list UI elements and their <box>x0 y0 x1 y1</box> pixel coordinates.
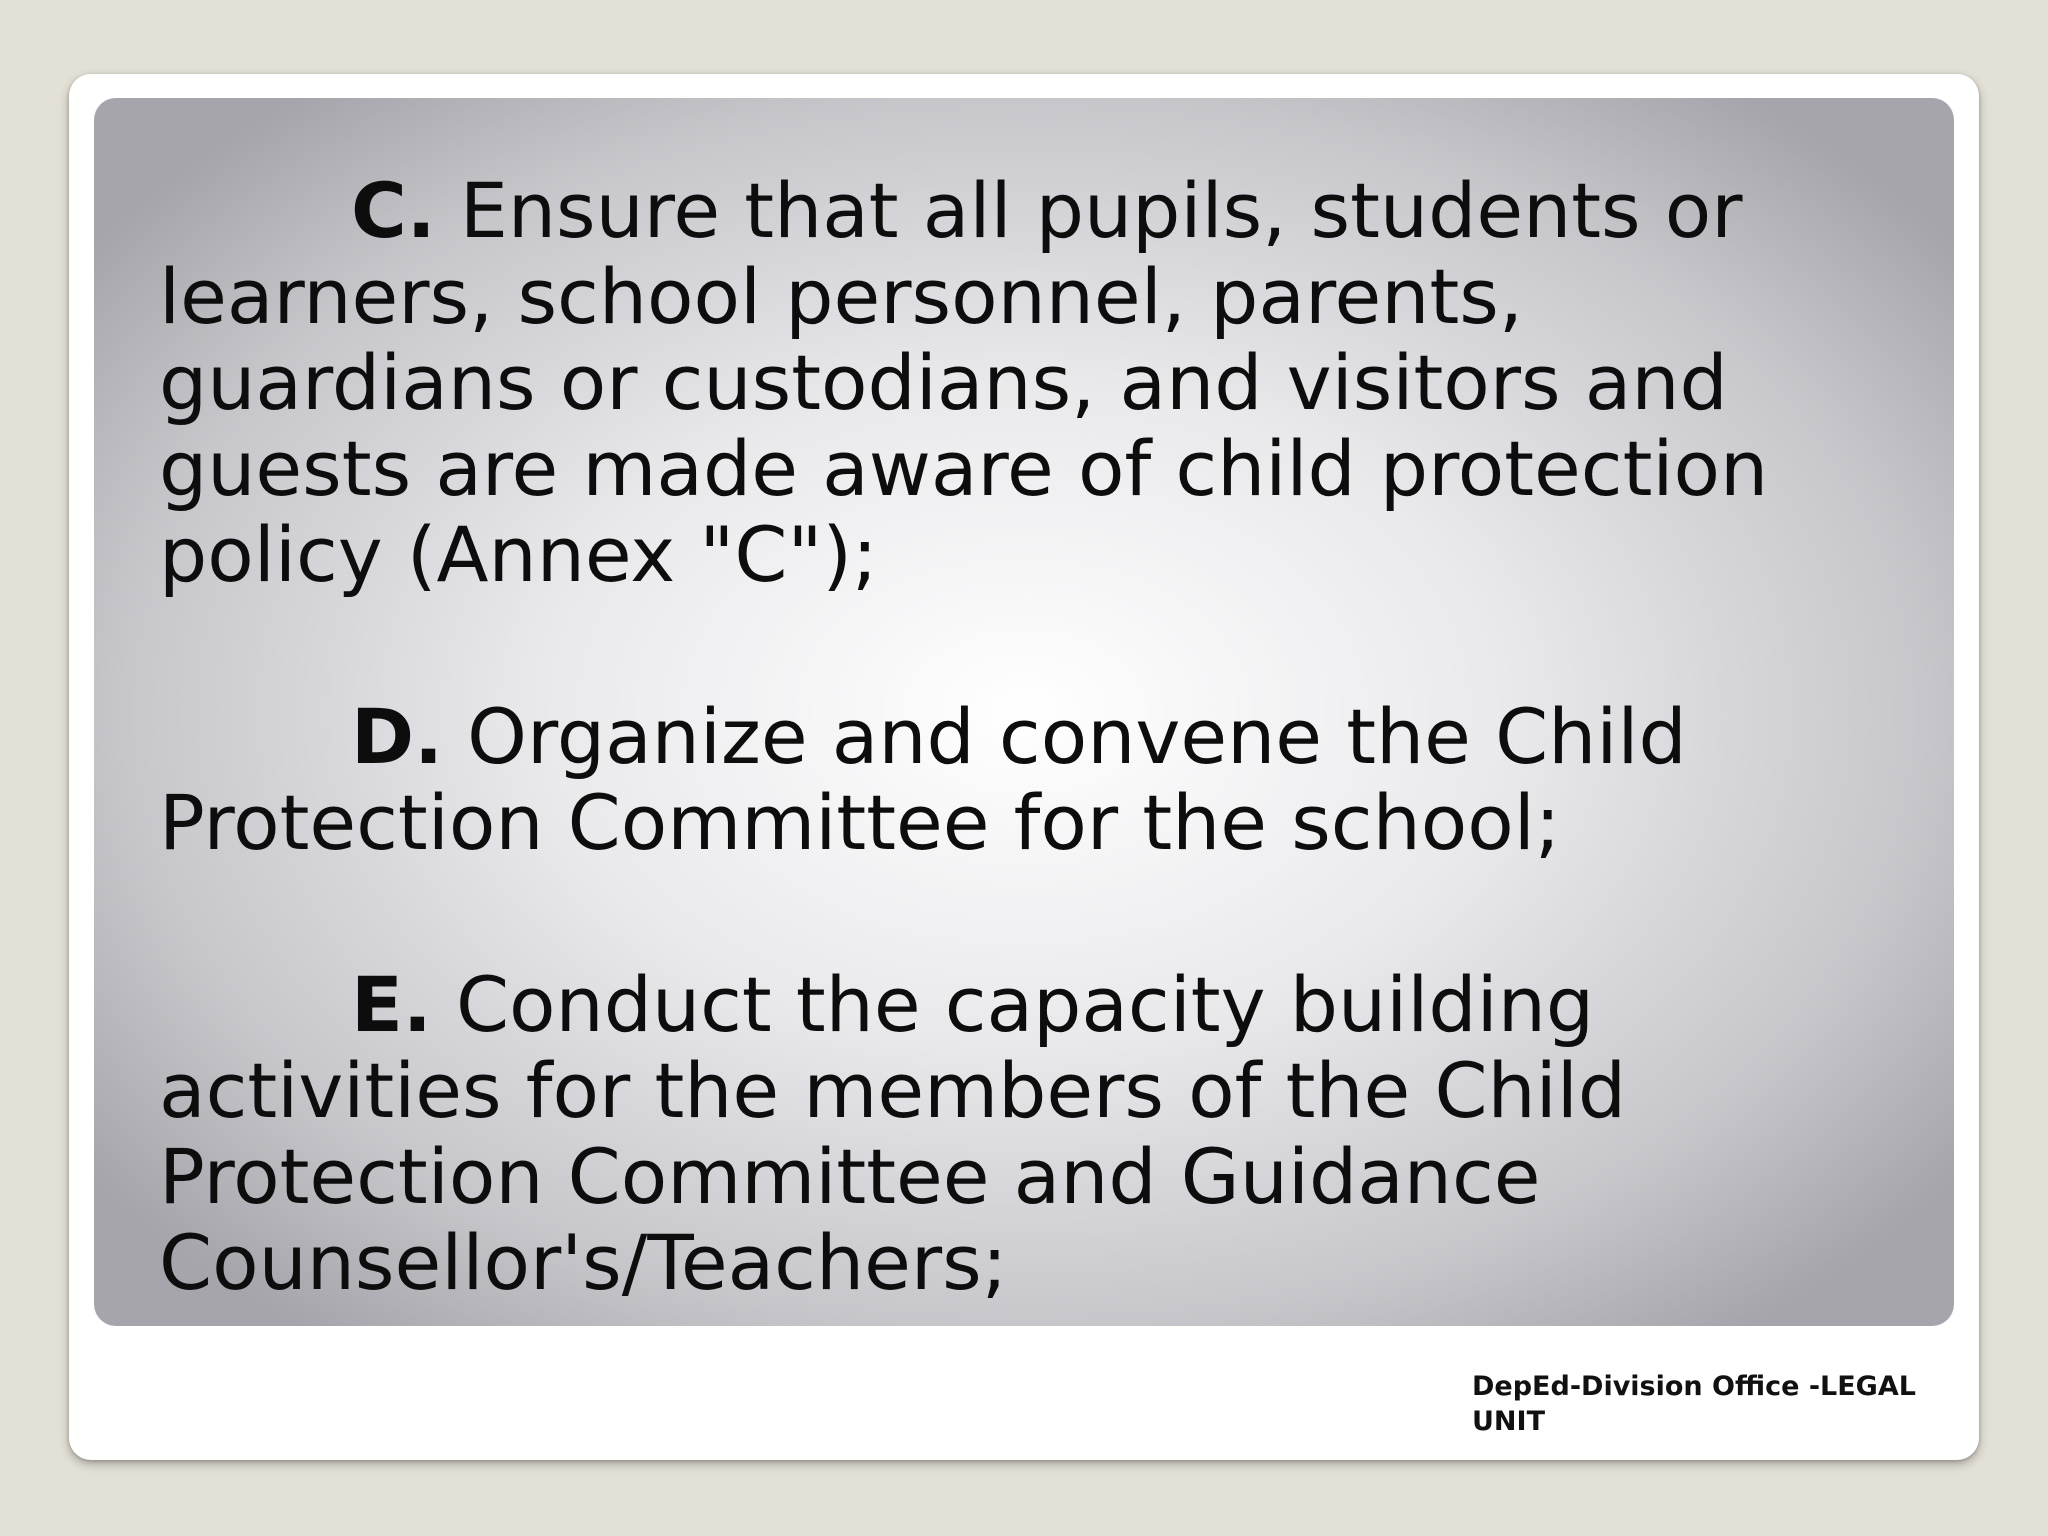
slide-body <box>159 168 1889 1306</box>
paragraph-d <box>159 694 1889 866</box>
paragraph-c-text: Ensure that all pupils, students or learners, school personnel, parents, guardians or custodians, and visitors and guests are made aware of child protection policy (Annex "C"); <box>159 166 1769 599</box>
paragraph-e <box>159 962 1889 1306</box>
paragraph-e-text: Conduct the capacity building activities for the members of the Child Protection Committee and Guidance Counsellor's/Teachers; <box>159 960 1627 1307</box>
paragraph-d-text: Organize and convene the Child Protection Committee for the school; <box>159 692 1687 867</box>
slide-footer: DepEd-Division Office -LEGAL UNIT <box>1472 1371 1916 1437</box>
paragraph-c <box>159 168 1889 598</box>
paragraph-e-letter: E. <box>351 960 432 1049</box>
paragraph-c-letter: C. <box>351 166 436 255</box>
paragraph-d-letter: D. <box>351 692 443 781</box>
